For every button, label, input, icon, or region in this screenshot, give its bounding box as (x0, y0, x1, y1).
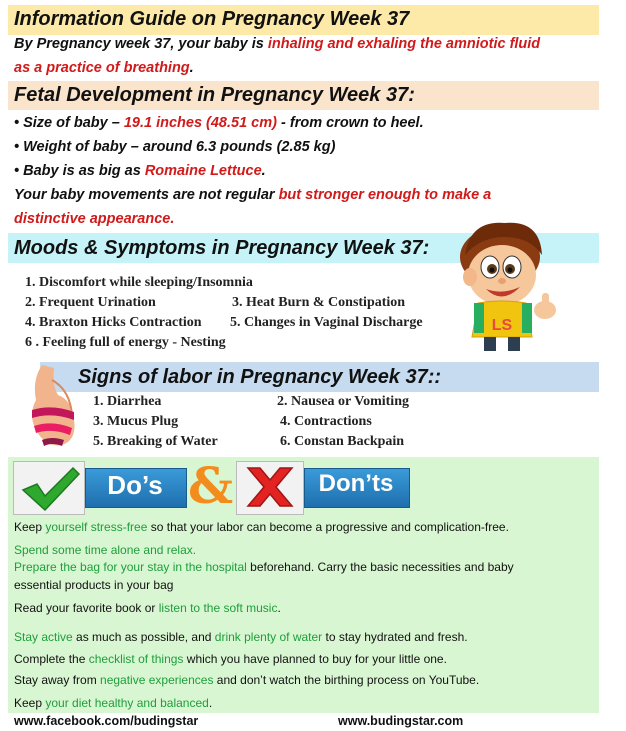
intro-suffix: . (189, 60, 194, 76)
tip-line: Prepare the bag for your stay in the hospital beforehand. Carry the basic necessities and baby (14, 560, 514, 574)
fetal-heading: Fetal Development in Pregnancy Week 37: (14, 84, 415, 106)
labor-item: 2. Nausea or Vomiting (277, 394, 409, 409)
compare-suffix: . (261, 163, 266, 179)
intro-highlight: inhaling and exhaling the amniotic fluid (267, 36, 541, 52)
labor-item: 1. Diarrhea (93, 394, 162, 409)
compare-label: • Baby is as big as (14, 163, 145, 179)
dos-label: Do’s (107, 470, 163, 500)
cross-mark-icon (242, 464, 298, 510)
labor-heading: Signs of labor in Pregnancy Week 37:: (78, 366, 442, 388)
dos-badge (13, 461, 186, 513)
website-link[interactable]: www.budingstar.com (338, 714, 464, 728)
mood-item: 2. Frequent Urination (25, 295, 156, 310)
tip-line: Stay away from negative experiences and don’t watch the birthing process on YouTube. (14, 673, 480, 687)
tip-line: Spend some time alone and relax. (14, 543, 197, 557)
boy-mascot-icon (450, 215, 565, 355)
fetal-movement-2: distinctive appearance. (14, 211, 175, 227)
pregnant-belly-icon (22, 360, 82, 455)
movement-highlight: but stronger enough to make a (278, 187, 492, 203)
intro-line-2 (14, 60, 194, 76)
tip-line: Complete the checklist of things which you have planned to buy for your little one. (14, 652, 447, 666)
labor-item: 4. Contractions (280, 414, 372, 429)
fetal-movement-1 (14, 187, 491, 203)
fetal-weight: • Weight of baby – around 6.3 pounds (2.85 kg) (14, 139, 336, 155)
labor-item: 3. Mucus Plug (93, 414, 179, 429)
mood-item: 5. Changes in Vaginal Discharge (230, 315, 423, 330)
svg-text:LS: LS (491, 317, 513, 334)
tip-line: essential products in your bag (14, 578, 174, 592)
fetal-compare (14, 163, 266, 179)
labor-item: 5. Breaking of Water (93, 434, 218, 449)
tip-line: Keep your diet healthy and balanced. (14, 696, 213, 710)
moods-heading: Moods & Symptoms in Pregnancy Week 37: (14, 237, 430, 259)
movement-prefix: Your baby movements are not regular (14, 187, 279, 203)
fetal-size (14, 115, 424, 131)
donts-badge (236, 461, 408, 513)
page-title: Information Guide on Pregnancy Week 37 (14, 8, 410, 30)
intro-prefix: By Pregnancy week 37, your baby is (14, 36, 268, 52)
intro-highlight-2: as a practice of breathing (14, 60, 190, 76)
check-mark-icon (19, 464, 81, 512)
tip-line: Keep yourself stress-free so that your labor can become a progressive and complication-free. (14, 520, 509, 534)
facebook-link[interactable]: www.facebook.com/budingstar (14, 714, 199, 728)
labor-item: 6. Constan Backpain (280, 434, 405, 449)
donts-label: Don’ts (318, 470, 394, 497)
ampersand: & (188, 456, 234, 515)
size-suffix: - from crown to heel. (276, 115, 424, 131)
size-label: • Size of baby – (14, 115, 124, 131)
mood-item: 1. Discomfort while sleeping/Insomnia (25, 275, 253, 290)
tip-line: Read your favorite book or listen to the soft music. (14, 601, 281, 615)
mood-item: 3. Heat Burn & Constipation (232, 295, 406, 310)
tip-line: Stay active as much as possible, and drink plenty of water to stay hydrated and fresh. (14, 630, 468, 644)
mood-item: 4. Braxton Hicks Contraction (25, 315, 202, 330)
size-value: 19.1 inches (48.51 cm) (123, 115, 277, 131)
mood-item: 6 . Feeling full of energy - Nesting (25, 335, 226, 350)
intro-line-1 (14, 36, 540, 52)
compare-value: Romaine Lettuce (144, 163, 262, 179)
